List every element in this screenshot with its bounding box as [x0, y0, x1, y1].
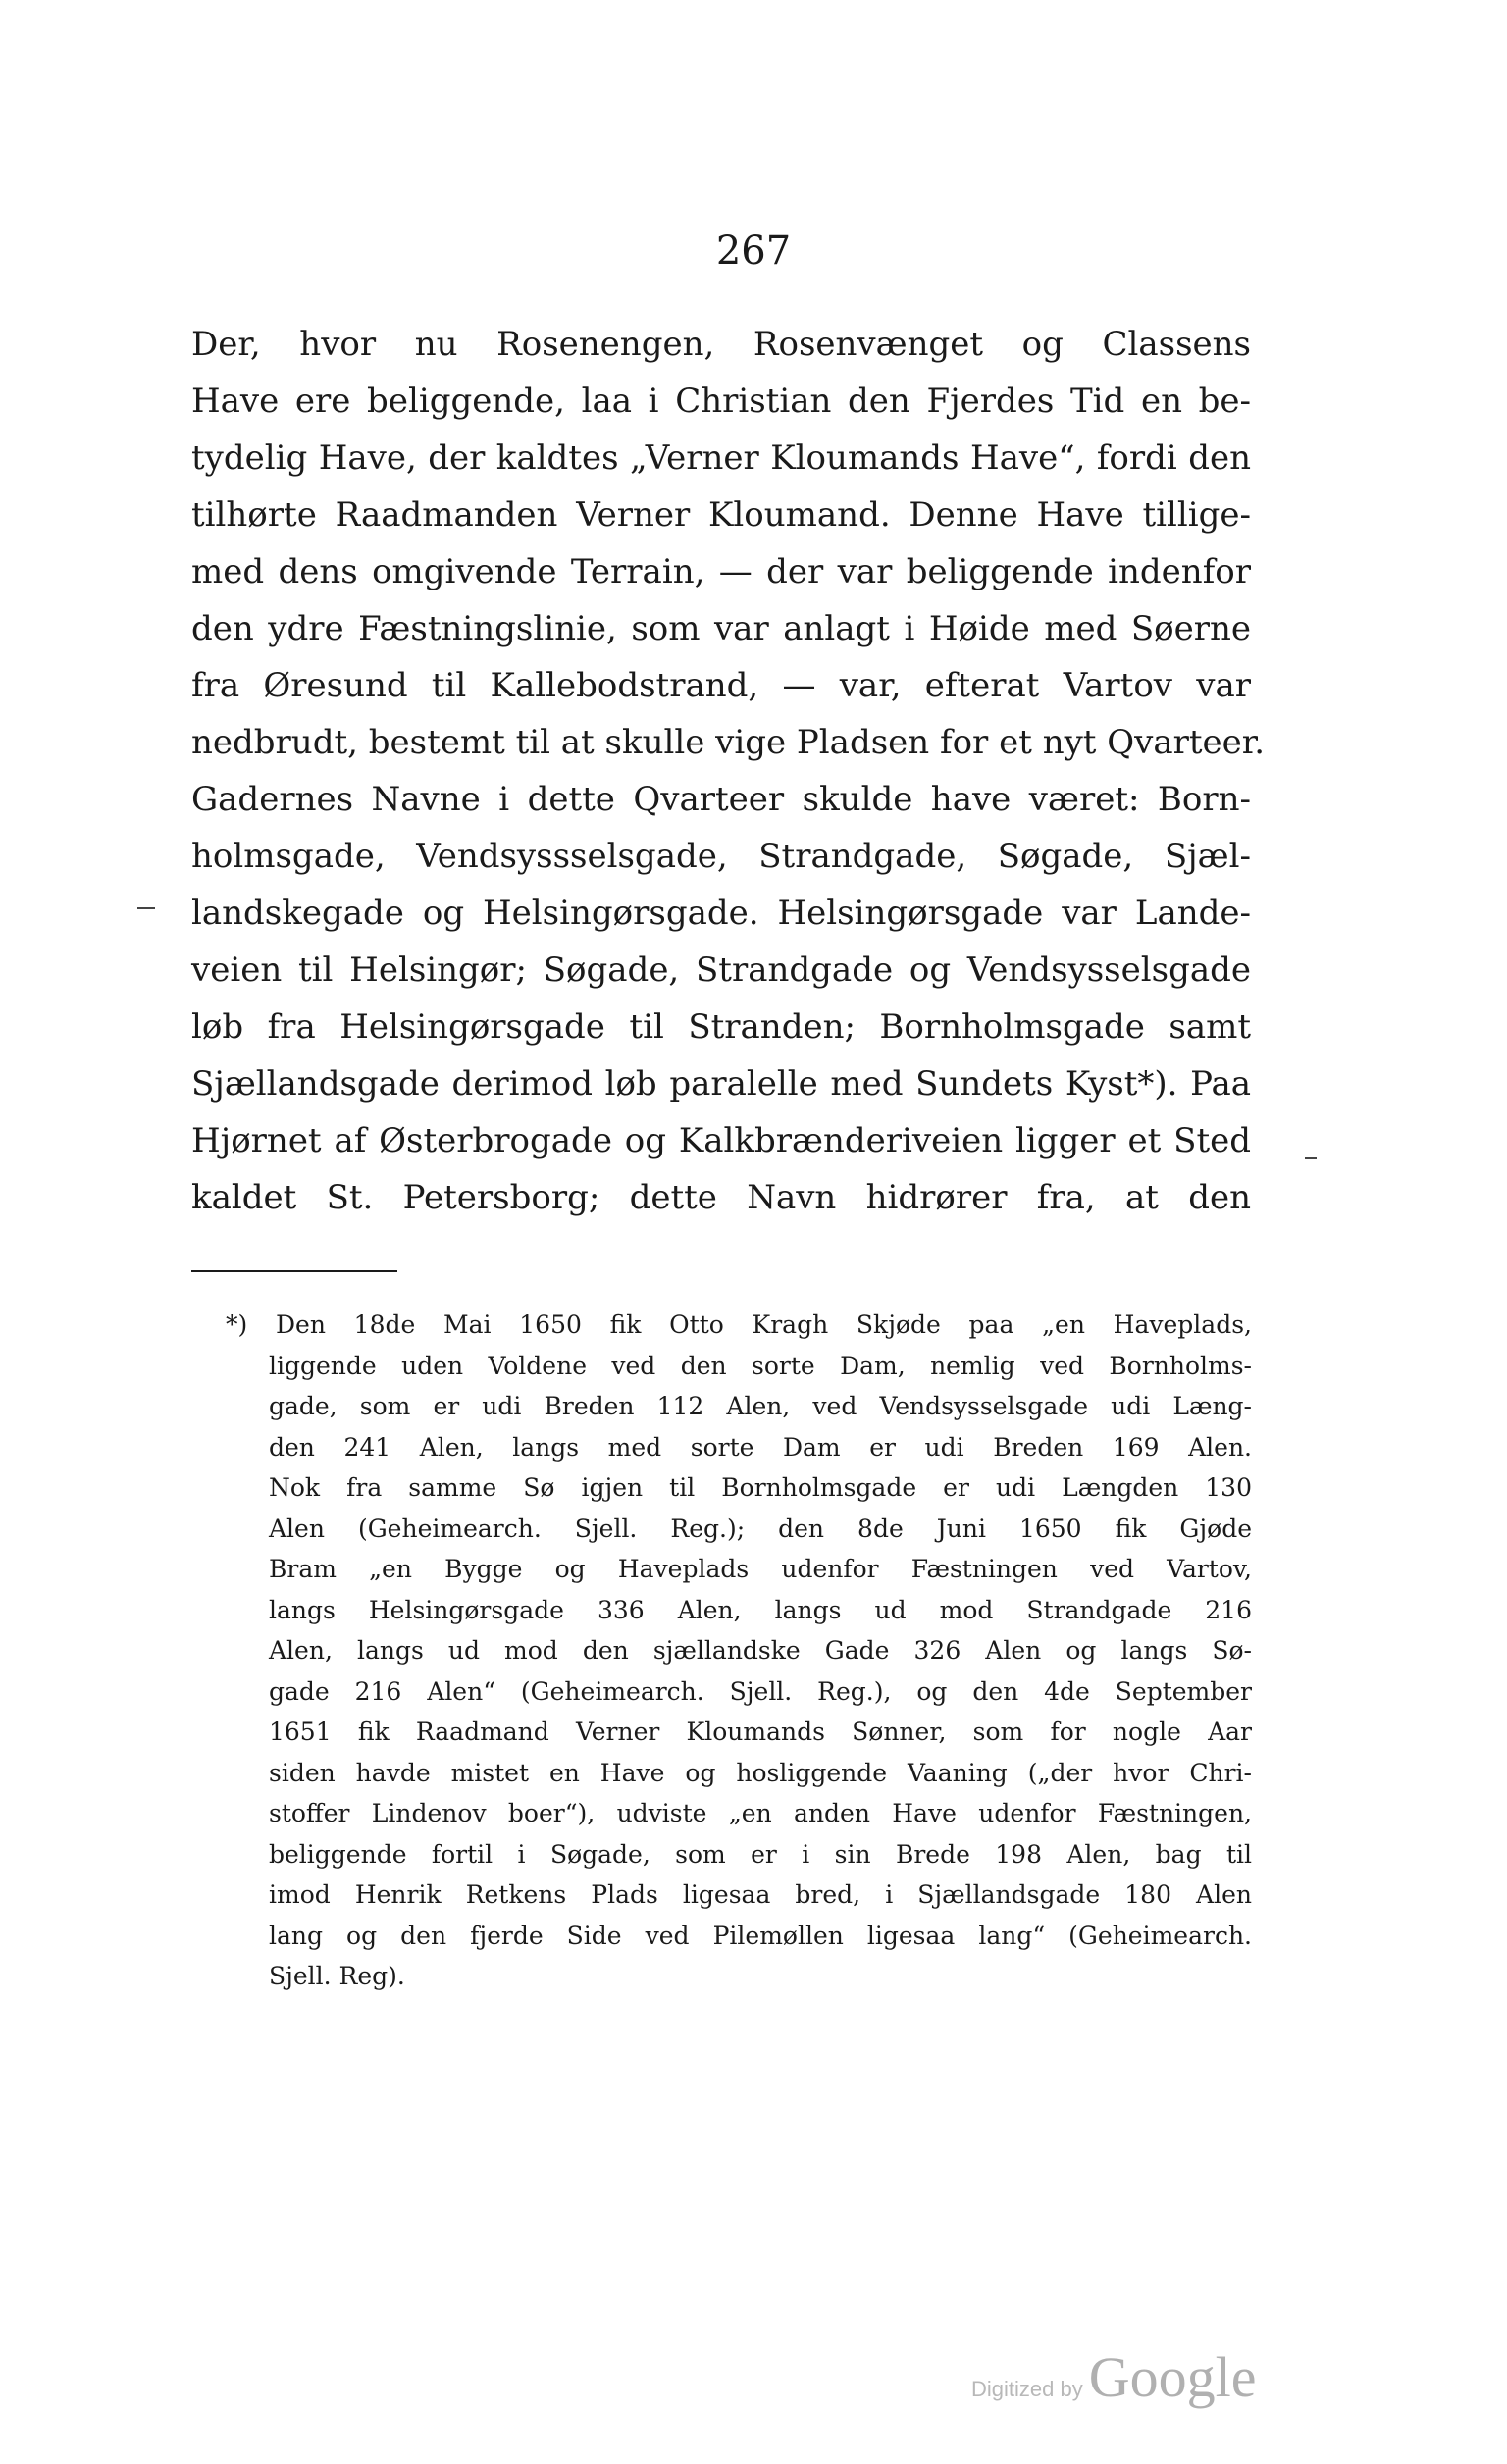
- footnote-line: siden havde mistet en Have og hosliggende Vaaning („der hvor Chri-: [269, 1758, 1252, 1787]
- body-line: tilhørte Raadmanden Verner Kloumand. Denne Have tillige-: [191, 495, 1251, 535]
- margin-mark-left: [137, 907, 155, 909]
- footnote-line: stoffer Lindenov boer“), udviste „en anden Have udenfor Fæstningen,: [269, 1799, 1252, 1827]
- footnote-line: Sjell. Reg).: [269, 1962, 405, 1990]
- footnote-line: gade 216 Alen“ (Geheimearch. Sjell. Reg.), og den 4de September: [269, 1676, 1252, 1706]
- footnote-line: beliggende fortil i Søgade, som er i sin Brede 198 Alen, bag til: [269, 1839, 1252, 1869]
- body-line: Have ere beliggende, laa i Christian den Fjerdes Tid en be-: [191, 382, 1251, 421]
- footnote-line: den 241 Alen, langs med sorte Dam er udi Breden 169 Alen.: [269, 1432, 1252, 1462]
- body-line: løb fra Helsingørsgade til Stranden; Bornholmsgade samt: [191, 1007, 1251, 1047]
- footnote-line: langs Helsingørsgade 336 Alen, langs ud mod Strandgade 216: [269, 1595, 1252, 1624]
- footnote-line: liggende uden Voldene ved den sorte Dam, nemlig ved Bornholms-: [269, 1351, 1252, 1380]
- body-line: tydelig Have, der kaldtes „Verner Kloumands Have“, fordi den: [191, 438, 1251, 478]
- google-logo: Google: [1088, 2345, 1257, 2409]
- body-line: med dens omgivende Terrain, — der var beliggende indenfor: [191, 552, 1251, 591]
- body-line: holmsgade, Vendsyssselsgade, Strandgade, Søgade, Sjæl-: [191, 837, 1251, 876]
- watermark-prefix: Digitized by: [971, 2377, 1083, 2401]
- body-line: Sjællandsgade derimod løb paralelle med Sundets Kyst*). Paa: [191, 1064, 1251, 1104]
- body-line: kaldet St. Petersborg; dette Navn hidrører fra, at den: [191, 1178, 1251, 1217]
- margin-mark-right: [1305, 1157, 1317, 1159]
- page-number: 267: [715, 229, 792, 274]
- digitized-by-watermark: [971, 2344, 1256, 2410]
- footnote-line: Alen, langs ud mod den sjællandske Gade 326 Alen og langs Sø-: [269, 1636, 1252, 1665]
- footnote-line: Nok fra samme Sø igjen til Bornholmsgade er udi Længden 130: [269, 1473, 1252, 1502]
- footnote-line: gade, som er udi Breden 112 Alen, ved Vendsysselsgade udi Læng-: [269, 1392, 1252, 1420]
- footnote-rule: [191, 1270, 397, 1272]
- body-line: den ydre Fæstningslinie, som var anlagt i Høide med Søerne: [191, 609, 1251, 648]
- body-text: [191, 316, 1266, 1226]
- body-line: fra Øresund til Kallebodstrand, — var, efterat Vartov var: [191, 666, 1251, 705]
- body-line: nedbrudt, bestemt til at skulle vige Pladsen for et nyt Qvarteer.: [191, 723, 1266, 762]
- footnote-line: lang og den fjerde Side ved Pilemøllen ligesaa lang“ (Geheimearch.: [269, 1921, 1252, 1950]
- footnote-line: 1651 fik Raadmand Verner Kloumands Sønner, som for nogle Aar: [269, 1718, 1252, 1746]
- body-line: Der, hvor nu Rosenengen, Rosenvænget og Classens: [191, 325, 1251, 364]
- footnote-line: Bram „en Bygge og Haveplads udenfor Fæstningen ved Vartov,: [269, 1555, 1252, 1583]
- footnote: [226, 1305, 1252, 1997]
- body-line: landskegade og Helsingørsgade. Helsingørsgade var Lande-: [191, 894, 1251, 933]
- footnote-line: imod Henrik Retkens Plads ligesaa bred, i Sjællandsgade 180 Alen: [269, 1880, 1252, 1909]
- body-line: veien til Helsingør; Søgade, Strandgade og Vendsysselsgade: [191, 950, 1251, 990]
- body-line: Gadernes Navne i dette Qvarteer skulde have været: Born-: [191, 780, 1251, 819]
- body-line: Hjørnet af Østerbrogade og Kalkbrænderiveien ligger et Sted: [191, 1121, 1251, 1160]
- footnote-line: *) Den 18de Mai 1650 fik Otto Kragh Skjøde paa „en Haveplads,: [226, 1310, 1252, 1339]
- footnote-line: Alen (Geheimearch. Sjell. Reg.); den 8de Juni 1650 fik Gjøde: [269, 1514, 1252, 1543]
